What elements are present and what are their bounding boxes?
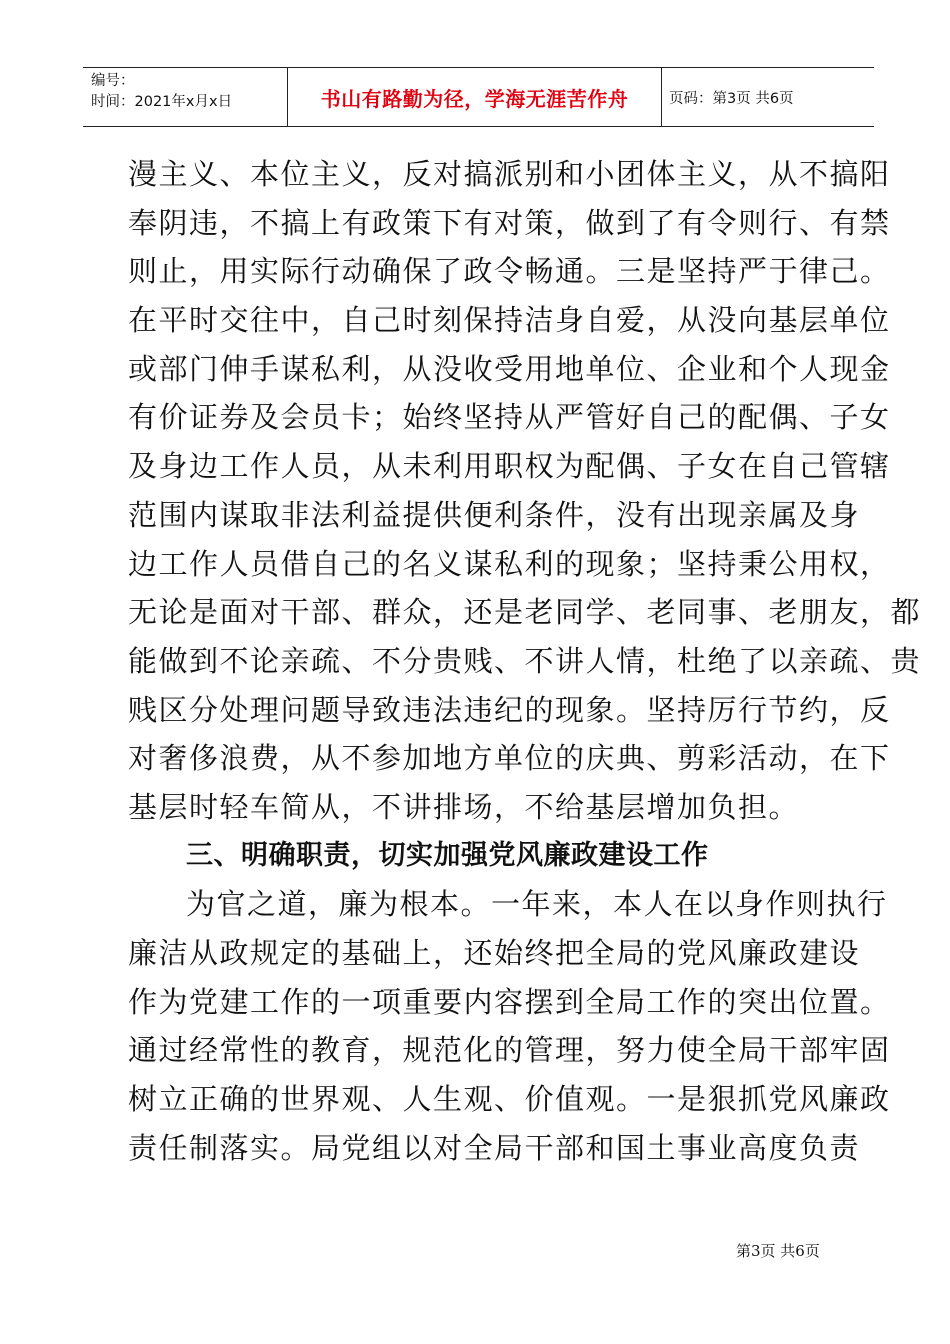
body-line: 为官之道，廉为根本。一年来，本人在以身作则执行: [186, 887, 888, 922]
body-line: 贱区分处理问题导致违法违纪的现象。坚持厉行节约，反: [128, 692, 891, 727]
body-line: 则止，用实际行动确保了政令畅通。三是坚持严于律己。: [128, 254, 891, 289]
body-line: 责任制落实。局党组以对全局干部和国土事业高度负责: [128, 1130, 861, 1165]
page-header: [83, 67, 874, 127]
section-heading: 三、明确职责，切实加强党风廉政建设工作: [186, 839, 709, 871]
body-line: 廉洁从政规定的基础上，还始终把全局的党风廉政建设: [128, 936, 861, 970]
body-line: 有价证券及会员卡；始终坚持从严管好自己的配偶、子女: [128, 400, 891, 435]
body-line: 无论是面对干部、群众，还是老同学、老同事、老朋友，都: [128, 595, 922, 630]
number-label: 编号：: [91, 73, 135, 89]
document-body: [128, 150, 922, 1172]
body-line: 能做到不论亲疏、不分贵贱、不讲人情，杜绝了以亲疏、贵: [128, 643, 922, 678]
header-page-info: 页码：第3页 共6页: [669, 90, 794, 107]
body-line: 基层时轻车简从，不讲排场，不给基层增加负担。: [128, 789, 800, 824]
body-line: 及身边工作人员，从未利用职权为配偶、子女在自己管辖: [128, 449, 891, 484]
body-line: 作为党建工作的一项重要内容摆到全局工作的突出位置。: [128, 984, 891, 1019]
body-line: 奉阴违，不搞上有政策下有对策，做到了有令则行、有禁: [128, 205, 891, 240]
header-meta: [91, 71, 287, 113]
body-line: 树立正确的世界观、人生观、价值观。一是狠抓党风廉政: [128, 1082, 891, 1117]
time-label: 时间：2021年x月x日: [91, 94, 233, 110]
body-line: 对奢侈浪费，从不参加地方单位的庆典、剪彩活动，在下: [128, 741, 891, 776]
body-line: 范围内谋取非法利益提供便利条件，没有出现亲属及身: [128, 497, 861, 532]
header-divider-right: [661, 68, 662, 126]
header-motto: 书山有路勤为径，学海无涯苦作舟: [320, 86, 629, 111]
body-line: 在平时交往中，自己时刻保持洁身自爱，从没向基层单位: [128, 303, 891, 338]
body-line: 或部门伸手谋私利，从没收受用地单位、企业和个人现金: [128, 351, 891, 386]
body-line: 边工作人员借自己的名义谋私利的现象；坚持秉公用权，: [128, 546, 891, 581]
body-line: 漫主义、本位主义，反对搞派别和小团体主义，从不搞阳: [128, 157, 891, 191]
page-footer: 第3页 共6页: [736, 1242, 820, 1260]
body-line: 通过经常性的教育，规范化的管理，努力使全局干部牢固: [128, 1033, 891, 1068]
